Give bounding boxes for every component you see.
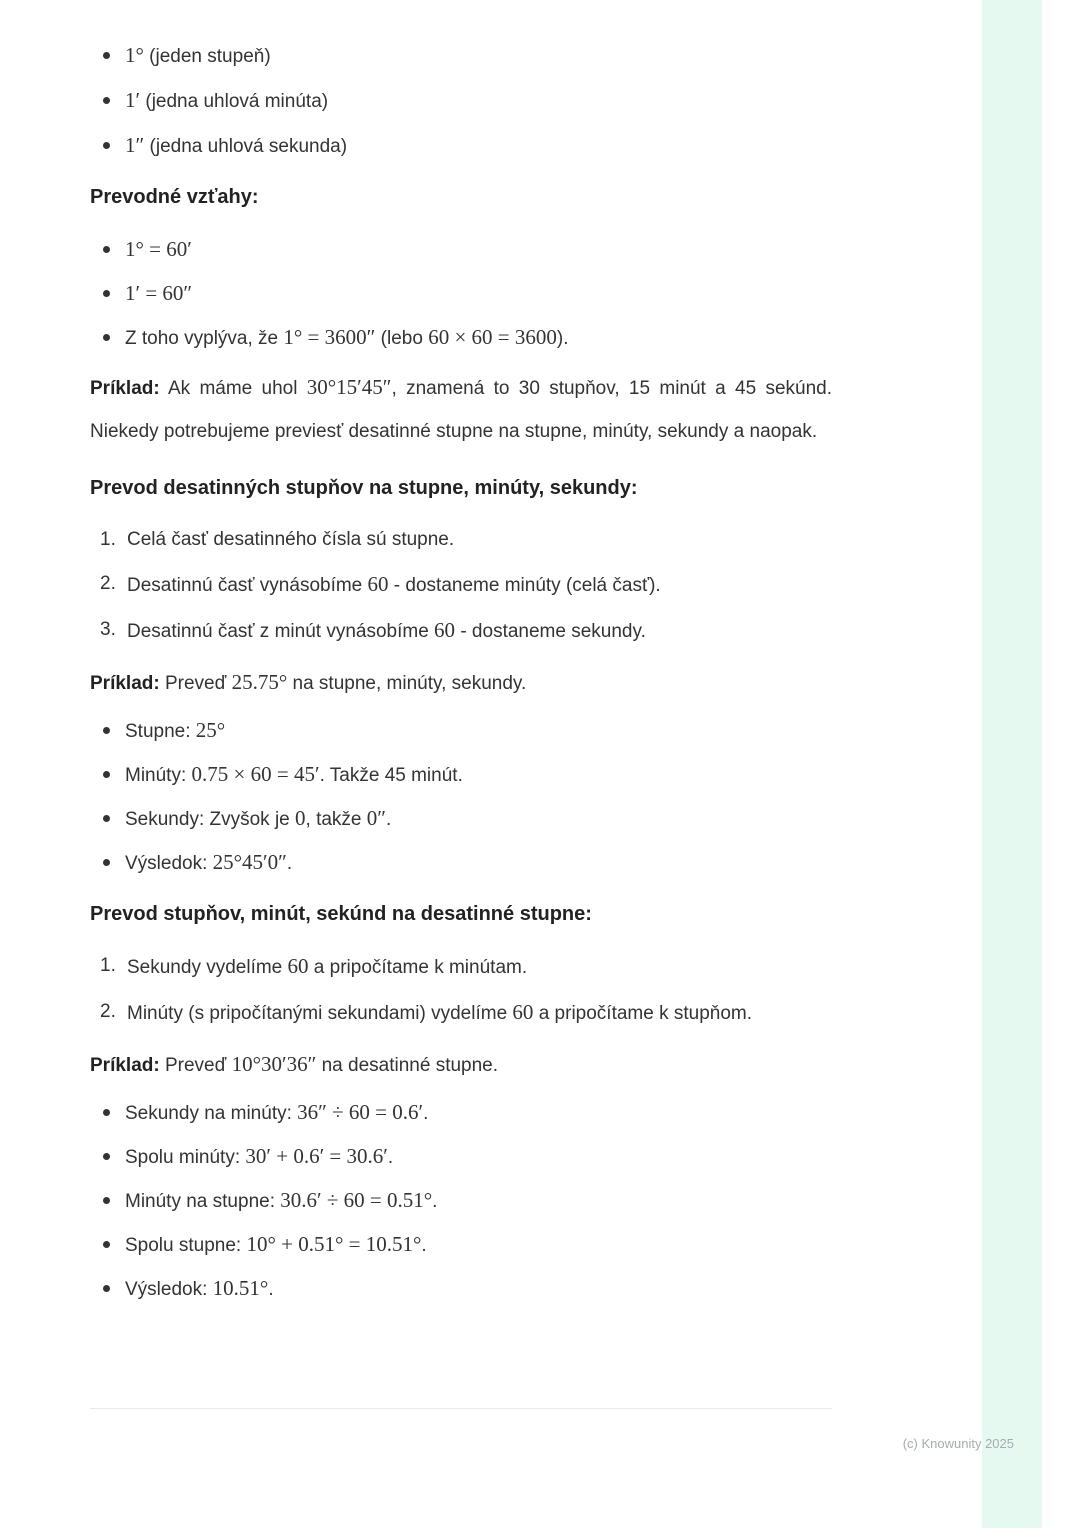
step-text [127,1000,753,1024]
plain-text: . [387,1147,394,1168]
list-item [90,759,832,791]
list-item [90,847,832,879]
heading-dms-to-decimal: Prevod stupňov, minút, sekúnd na desatinné stupne: [90,903,592,925]
list-item-text [125,237,192,261]
right-accent-stripe [982,0,1042,1528]
plain-text: a pripočítame k minútam. [308,957,528,978]
step-text [127,954,528,978]
list-item-text [125,43,271,67]
list-item [90,85,832,117]
numbered-step [90,997,832,1029]
heading-conversion-relations: Prevodné vzťahy: [90,186,259,208]
plain-text: Ak máme uhol [159,378,307,399]
bullet-dot [103,246,110,253]
plain-text: . [386,809,392,830]
list-item-text [125,1232,427,1256]
list-item-text [125,1100,429,1124]
example-paragraph-2 [90,661,832,705]
math-text: 60 [512,1000,534,1024]
list-item-text [125,133,348,157]
plain-text: . [423,1103,429,1124]
list-item [90,40,832,72]
plain-text: Desatinnú časť z minút vynásobíme [127,621,435,642]
example3-results-list [90,1097,832,1305]
footer-copyright: (c) Knowunity 2025 [902,1436,1014,1451]
math-text: 30°15′45″ [306,375,392,399]
numbered-step [90,615,832,647]
bullet-dot [103,142,110,149]
bullet-dot [103,1285,110,1292]
list-item-text [125,850,293,874]
plain-text: . [432,1191,438,1212]
math-text: 60 [367,572,389,596]
math-text: 30.6′ ÷ 60 = 0.51° [280,1188,433,1212]
list-item-text [125,718,226,742]
plain-text: Celá časť desatinného čísla sú stupne. [127,529,455,550]
list-item [90,278,832,310]
math-text: 25°45′0″ [212,850,287,874]
list-item [90,1141,832,1173]
example2-results-list [90,715,832,879]
plain-text: (jedna uhlová sekunda) [144,136,348,157]
plain-text: - dostaneme minúty (celá časť). [388,575,661,596]
math-text: 30′ + 0.6′ = 30.6′ [245,1144,388,1168]
list-item-text [125,88,329,112]
plain-text: a pripočítame k stupňom. [533,1003,753,1024]
bold-lead-text: Príklad: [90,1055,160,1076]
math-text: 10° + 0.51° = 10.51° [246,1232,422,1256]
plain-text: , takže [305,809,367,830]
plain-text: (lebo [375,328,429,349]
plain-text: Spolu minúty: [125,1147,246,1168]
plain-text: Sekundy: Zvyšok je [125,809,296,830]
plain-text: . Takže 45 minút. [319,765,463,786]
bullet-dot [103,1153,110,1160]
plain-text: (jeden stupeň) [143,46,271,67]
plain-text: Výsledok: [125,853,213,874]
list-item-text [125,1188,438,1212]
plain-text: . [268,1279,274,1300]
footer-divider [90,1408,832,1409]
list-item [90,1185,832,1217]
math-text: 0 [295,806,306,830]
bold-lead-text: Príklad: [90,378,160,399]
math-text: 10°30′36″ [231,1052,317,1076]
math-text: 25° [195,718,226,742]
list-item-text [125,281,193,305]
plain-text: Sekundy na minúty: [125,1103,298,1124]
plain-text: na desatinné stupne. [316,1055,499,1076]
conversion-relations-list [90,234,832,354]
bullet-dot [103,1241,110,1248]
example-paragraph-3 [90,1043,832,1087]
steps-dms-to-decimal [90,951,832,1029]
list-item [90,234,832,266]
heading-decimal-to-dms: Prevod desatinných stupňov na stupne, minúty, sekundy: [90,477,638,499]
list-item [90,130,832,162]
list-item-text [125,762,463,786]
plain-text: , znamená to 30 stupňov, 15 minút a 45 sekúnd. Niekedy potrebujeme previesť desatinné stupne na stupne, minúty, sekundy a naopak. [90,378,832,442]
example-paragraph-1 [90,366,832,453]
bullet-dot [103,97,110,104]
math-text: 36″ ÷ 60 = 0.6′ [297,1100,424,1124]
bullet-dot [103,52,110,59]
plain-text: Preveď [159,673,232,694]
list-item [90,1229,832,1261]
step-text [127,618,646,642]
list-item [90,1097,832,1129]
plain-text: Z toho vyplýva, že [125,328,284,349]
plain-text: Minúty na stupne: [125,1191,281,1212]
bold-lead-text: Príklad: [90,673,160,694]
list-item-text [125,1276,274,1300]
bullet-dot [103,727,110,734]
step-text [127,572,661,596]
list-item [90,1273,832,1305]
plain-text: Stupne: [125,721,196,742]
list-item-text [125,806,392,830]
plain-text: Sekundy vydelíme [127,957,288,978]
bullet-dot [103,1197,110,1204]
unit-definitions-list [90,40,832,162]
math-text: 1° [125,43,144,67]
math-text: 1′ [125,88,141,112]
bullet-dot [103,290,110,297]
math-text: 25.75° [231,670,288,694]
numbered-step [90,569,832,601]
bullet-dot [103,771,110,778]
list-item-text [125,1144,394,1168]
plain-text: (jedna uhlová minúta) [140,91,329,112]
math-text: 60 [434,618,456,642]
plain-text: . [421,1235,427,1256]
bullet-dot [103,1109,110,1116]
math-text: 1″ [125,133,145,157]
bullet-dot [103,859,110,866]
plain-text: - dostaneme sekundy. [455,621,646,642]
math-text: 0″ [366,806,387,830]
list-item [90,715,832,747]
list-item-text [125,325,569,349]
math-text: 60 [287,954,309,978]
math-text: 1′ = 60″ [125,281,193,305]
list-item [90,803,832,835]
numbered-step [90,951,832,983]
document-content [90,40,832,1317]
plain-text: na stupne, minúty, sekundy. [287,673,527,694]
list-item [90,322,832,354]
math-text: 60 × 60 = 3600 [428,325,557,349]
plain-text: Spolu stupne: [125,1235,247,1256]
plain-text: Minúty (s pripočítanými sekundami) vydelíme [127,1003,513,1024]
plain-text: ). [556,328,569,349]
steps-decimal-to-dms [90,525,832,647]
plain-text: Preveď [159,1055,232,1076]
numbered-step [90,525,832,555]
step-text [127,529,454,550]
math-text: 1° = 60′ [125,237,192,261]
plain-text: Výsledok: [125,1279,213,1300]
plain-text: Desatinnú časť vynásobíme [127,575,368,596]
math-text: 10.51° [212,1276,269,1300]
plain-text: Minúty: [125,765,192,786]
plain-text: . [286,853,293,874]
bullet-dot [103,334,110,341]
bullet-dot [103,815,110,822]
math-text: 0.75 × 60 = 45′ [191,762,320,786]
math-text: 1° = 3600″ [283,325,376,349]
